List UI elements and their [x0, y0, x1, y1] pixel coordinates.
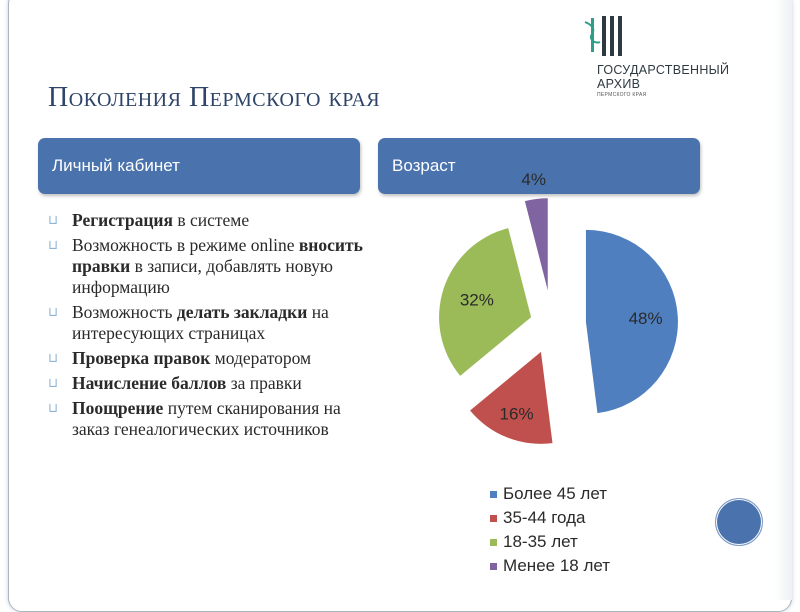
- legend-label: Менее 18 лет: [503, 556, 611, 575]
- list-item-text: в системе: [172, 210, 250, 230]
- logo-line-3: ПЕРМСКОГО КРАЯ: [597, 92, 647, 98]
- list-item: [46, 348, 366, 369]
- legend-swatch: [490, 539, 497, 546]
- legend-item: [490, 482, 610, 506]
- legend-label: 18-35 лет: [503, 532, 578, 551]
- list-item-bold: Начисление баллов: [72, 373, 227, 393]
- list-item-text: Возможность: [72, 302, 177, 322]
- pie-slice: [470, 352, 552, 444]
- slide-title: Поколения Пермского края: [48, 82, 381, 113]
- list-item-text: за правки: [226, 373, 302, 393]
- list-item: [46, 373, 366, 394]
- age-pie-chart: [430, 169, 700, 456]
- features-list: [46, 210, 366, 444]
- logo-text: [597, 63, 729, 99]
- list-item-text: на интересующих страницах: [72, 302, 329, 343]
- list-item-text: модератором: [210, 348, 312, 368]
- list-item: [46, 235, 366, 298]
- bullet-icon: ⊔: [48, 305, 59, 320]
- bullet-icon: ⊔: [48, 401, 59, 416]
- list-item-text: путем сканирования на заказ генеалогических источников: [72, 398, 341, 439]
- legend-swatch: [490, 491, 497, 498]
- list-item-bold: Проверка правок: [72, 348, 211, 368]
- list-item-bold: вносить правки: [72, 235, 363, 276]
- legend-swatch: [490, 515, 497, 522]
- list-item: [46, 210, 366, 231]
- list-item: [46, 302, 366, 344]
- age-header: Возраст: [378, 138, 700, 194]
- legend-item: [490, 554, 610, 578]
- list-item-text: в записи, добавлять новую информацию: [72, 256, 334, 297]
- bullet-icon: ⊔: [48, 213, 59, 228]
- list-item-text: Возможность в режиме online: [72, 235, 299, 255]
- pie-data-label: 32%: [459, 290, 494, 310]
- legend-swatch: [490, 563, 497, 570]
- bullet-icon: ⊔: [48, 238, 59, 253]
- pie-data-label: 4%: [521, 169, 546, 189]
- list-item-bold: Регистрация: [72, 210, 173, 230]
- legend-label: Более 45 лет: [503, 484, 608, 503]
- pie-slice: [525, 198, 548, 290]
- logo-line-2: АРХИВ: [597, 77, 641, 91]
- legend-item: [490, 530, 610, 554]
- bullet-icon: ⊔: [48, 376, 59, 391]
- chart-legend: [490, 482, 610, 578]
- logo-line-1: ГОСУДАРСТВЕННЫЙ: [597, 63, 730, 77]
- legend-label: 35-44 года: [503, 508, 586, 527]
- decorative-circle: [715, 498, 763, 546]
- list-item-bold: делать закладки: [176, 302, 308, 322]
- legend-item: [490, 506, 610, 530]
- pie-data-label: 16%: [499, 404, 534, 424]
- list-item: [46, 398, 366, 440]
- pie-data-label: 48%: [628, 309, 663, 329]
- bullet-icon: ⊔: [48, 351, 59, 366]
- list-item-bold: Поощрение: [72, 398, 164, 418]
- personal-cabinet-header: Личный кабинет: [38, 138, 360, 194]
- slide-edge-shade: [774, 0, 792, 600]
